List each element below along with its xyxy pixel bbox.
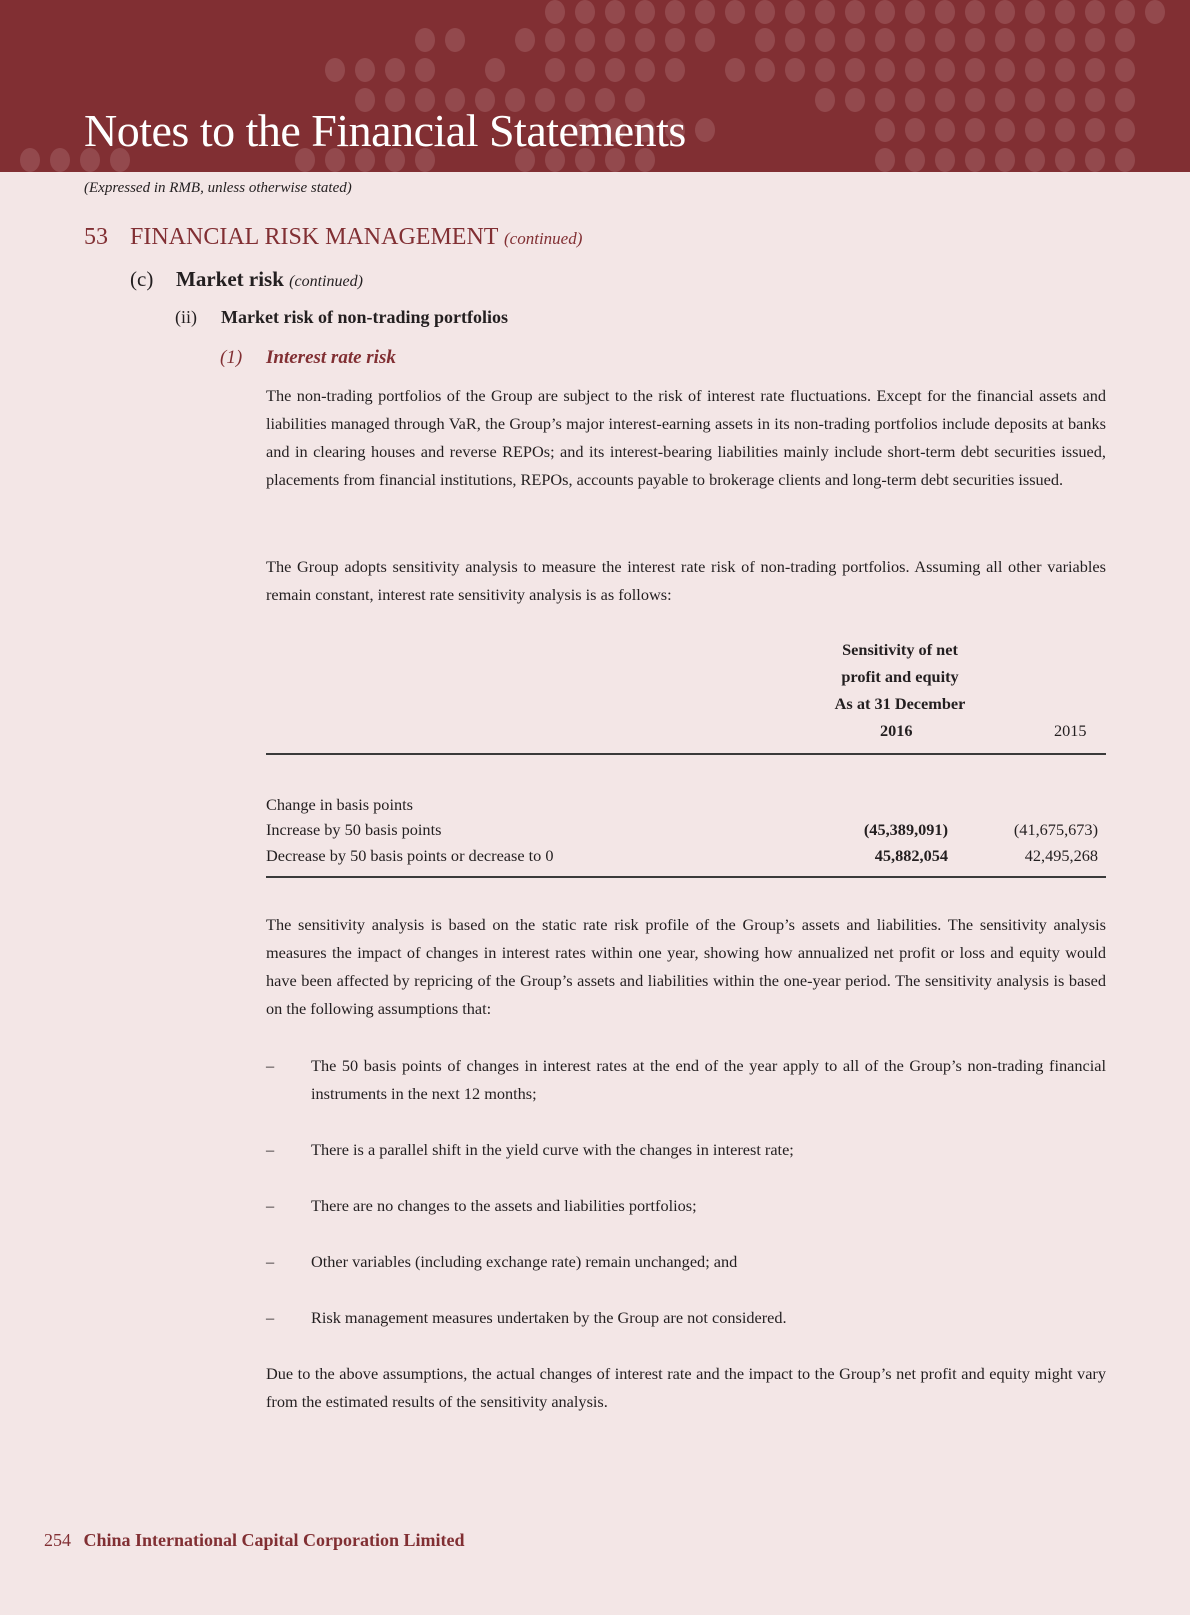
decorative-dot [515,28,535,52]
page-footer [44,1530,465,1551]
decorative-dot [445,28,465,52]
decorative-dot [845,28,865,52]
decorative-dot [20,148,40,172]
column-header-2015: 2015 [1054,721,1087,740]
subsection-1-title: Interest rate risk [266,347,396,368]
subsection-ii-label: (ii) [175,307,197,327]
decorative-dot [815,0,835,24]
paragraph-method: The Group adopts sensitivity analysis to measure the interest rate risk of non-trading portfolios. Assuming all other variables remain constant, interest rate sensitivity analysis is as follows: [266,557,1106,604]
decorative-dot [1055,118,1075,142]
decorative-dot [935,148,955,172]
decorative-dot [635,0,655,24]
decorative-dot [935,118,955,142]
decorative-dot [1055,88,1075,112]
decorative-dot [665,28,685,52]
decorative-dot [1115,0,1135,24]
decorative-dot [545,58,565,82]
decorative-dot [1025,28,1045,52]
decorative-dot [905,0,925,24]
decorative-dot [635,28,655,52]
decorative-dot [485,58,505,82]
decorative-dot [965,148,985,172]
decorative-dot [905,148,925,172]
table-row [266,843,1106,868]
decorative-dot [1025,88,1045,112]
decorative-dot [965,118,985,142]
section-number: 53 [84,224,108,250]
decorative-dot [1085,28,1105,52]
decorative-dot [575,0,595,24]
decorative-dot [785,0,805,24]
decorative-dot [935,28,955,52]
decorative-dot [845,58,865,82]
table-header-line: Sensitivity of net [842,640,958,659]
decorative-dot [785,58,805,82]
decorative-dot [1115,88,1135,112]
assumption-text: The 50 basis points of changes in interest rates at the end of the year apply to all of the Group’s non-trading financial instruments in the next 12 months; [311,1056,1106,1103]
value-2016: 45,882,054 [874,846,948,865]
decorative-dot [1115,58,1135,82]
decorative-dot [695,118,715,142]
section-heading [84,224,582,251]
decorative-dot [1025,0,1045,24]
value-2016: (45,389,091) [863,820,948,839]
subsection-c-label: (c) [130,267,154,291]
decorative-dot [665,58,685,82]
value-2015: (41,675,673) [1013,820,1098,839]
decorative-dot [725,0,745,24]
decorative-dot [995,0,1015,24]
decorative-dot [605,58,625,82]
decorative-dot [1085,148,1105,172]
decorative-dot [545,0,565,24]
decorative-dot [905,118,925,142]
decorative-dot [875,0,895,24]
decorative-dot [605,28,625,52]
decorative-dot [905,28,925,52]
decorative-dot [415,28,435,52]
dash-bullet-icon: – [266,1196,275,1215]
decorative-dot [995,118,1015,142]
decorative-dot [815,88,835,112]
decorative-dot [995,148,1015,172]
decorative-dot [815,58,835,82]
dash-bullet-icon: – [266,1252,275,1271]
decorative-dot [965,0,985,24]
paragraph-intro: The non-trading portfolios of the Group are subject to the risk of interest rate fluctuations. Except for the financial assets and liabilities managed through VaR, the Group’s major interest-earning assets in its non-trading portfolios include deposits at banks and in clearing houses and reverse REPOs; and its interest-bearing liabilities mainly include short-term debt securities issued, placements from financial institutions, REPOs, accounts payable to brokerage clients and long-term debt securities issued. [266,386,1106,489]
table-header-line: As at 31 December [834,694,966,713]
subsection-c-title: Market risk [176,267,284,291]
value-2015: 42,495,268 [1024,846,1098,865]
decorative-dot [875,148,895,172]
decorative-dot [1145,0,1165,24]
decorative-dot [1055,0,1075,24]
subsection-1-label: (1) [220,347,243,368]
decorative-dot [1085,0,1105,24]
decorative-dot [905,58,925,82]
table-top-rule [266,753,1106,755]
decorative-dot [875,118,895,142]
subsection-ii-title: Market risk of non-trading portfolios [221,307,508,327]
decorative-dot [1085,118,1105,142]
decorative-dot [355,58,375,82]
assumption-text: Risk management measures undertaken by the Group are not considered. [311,1308,787,1327]
decorative-dot [1085,88,1105,112]
paragraph-conclusion: Due to the above assumptions, the actual changes of interest rate and the impact to the Group’s net profit and equity might vary from the estimated results of the sensitivity analysis. [266,1364,1106,1411]
decorative-dot [1055,148,1075,172]
decorative-dot [935,88,955,112]
decorative-dot [755,58,775,82]
decorative-dot [755,28,775,52]
decorative-dot [695,28,715,52]
decorative-dot [575,28,595,52]
decorative-dot [1115,28,1135,52]
assumption-text: Other variables (including exchange rate) remain unchanged; and [311,1252,738,1271]
decorative-dot [935,0,955,24]
decorative-dot [1055,58,1075,82]
decorative-dot [725,58,745,82]
decorative-dot [905,88,925,112]
paragraph-analysis: The sensitivity analysis is based on the static rate risk profile of the Group’s assets and liabilities. The sensitivity analysis measures the impact of changes in interest rates within one year, showing how annualized net profit or loss and equity would have been affected by repricing of the Group’s assets and liabilities within the one-year period. The sensitivity analysis is based on the following assumptions that: [266,915,1106,1018]
decorative-dot [385,58,405,82]
decorative-dot [325,58,345,82]
subsection-1 [220,347,396,369]
decorative-dot [1115,118,1135,142]
dash-bullet-icon: – [266,1140,275,1159]
decorative-dot [1085,58,1105,82]
decorative-dot [50,148,70,172]
decorative-dot [875,58,895,82]
decorative-dot [665,0,685,24]
decorative-dot [815,28,835,52]
decorative-dot [575,58,595,82]
section-title: FINANCIAL RISK MANAGEMENT [130,224,499,250]
section-continued: (continued) [504,229,583,248]
assumption-text: There are no changes to the assets and liabilities portfolios; [311,1196,697,1215]
assumption-text: There is a parallel shift in the yield curve with the changes in interest rate; [311,1140,794,1159]
decorative-dot [845,88,865,112]
decorative-dot [995,28,1015,52]
decorative-dot [605,0,625,24]
decorative-dot [965,58,985,82]
decorative-dot [1115,148,1135,172]
row-label: Decrease by 50 basis points or decrease to 0 [266,846,554,865]
decorative-dot [695,0,715,24]
column-header-2016: 2016 [880,721,913,740]
decorative-dot [935,58,955,82]
table-row [266,792,1106,817]
subsection-c-continued: (continued) [289,273,363,290]
decorative-dot [995,88,1015,112]
row-label: Increase by 50 basis points [266,820,442,839]
decorative-dot [875,88,895,112]
decorative-dot [995,58,1015,82]
subsection-ii [175,307,508,328]
header-banner [0,0,1190,172]
decorative-dot [845,0,865,24]
dash-bullet-icon: – [266,1308,275,1327]
decorative-dot [1025,118,1045,142]
decorative-dot [965,88,985,112]
table-header-line: profit and equity [841,667,959,686]
currency-note: (Expressed in RMB, unless otherwise stated) [84,180,352,196]
table-bottom-rule [266,876,1106,878]
decorative-dot [755,0,775,24]
page-title: Notes to the Financial Statements [84,105,686,156]
decorative-dot [1055,28,1075,52]
decorative-dot [635,58,655,82]
decorative-dot [965,28,985,52]
decorative-dot [545,28,565,52]
decorative-dot [875,28,895,52]
decorative-dot [785,28,805,52]
decorative-dot [1025,58,1045,82]
subsection-c [130,267,363,292]
table-header [800,636,1100,717]
row-label: Change in basis points [266,795,413,814]
dash-bullet-icon: – [266,1056,275,1075]
page-number: 254 [44,1530,71,1550]
decorative-dot [1025,148,1045,172]
decorative-dot [415,58,435,82]
company-name: China International Capital Corporation Limited [83,1530,465,1550]
table-row [266,817,1106,842]
